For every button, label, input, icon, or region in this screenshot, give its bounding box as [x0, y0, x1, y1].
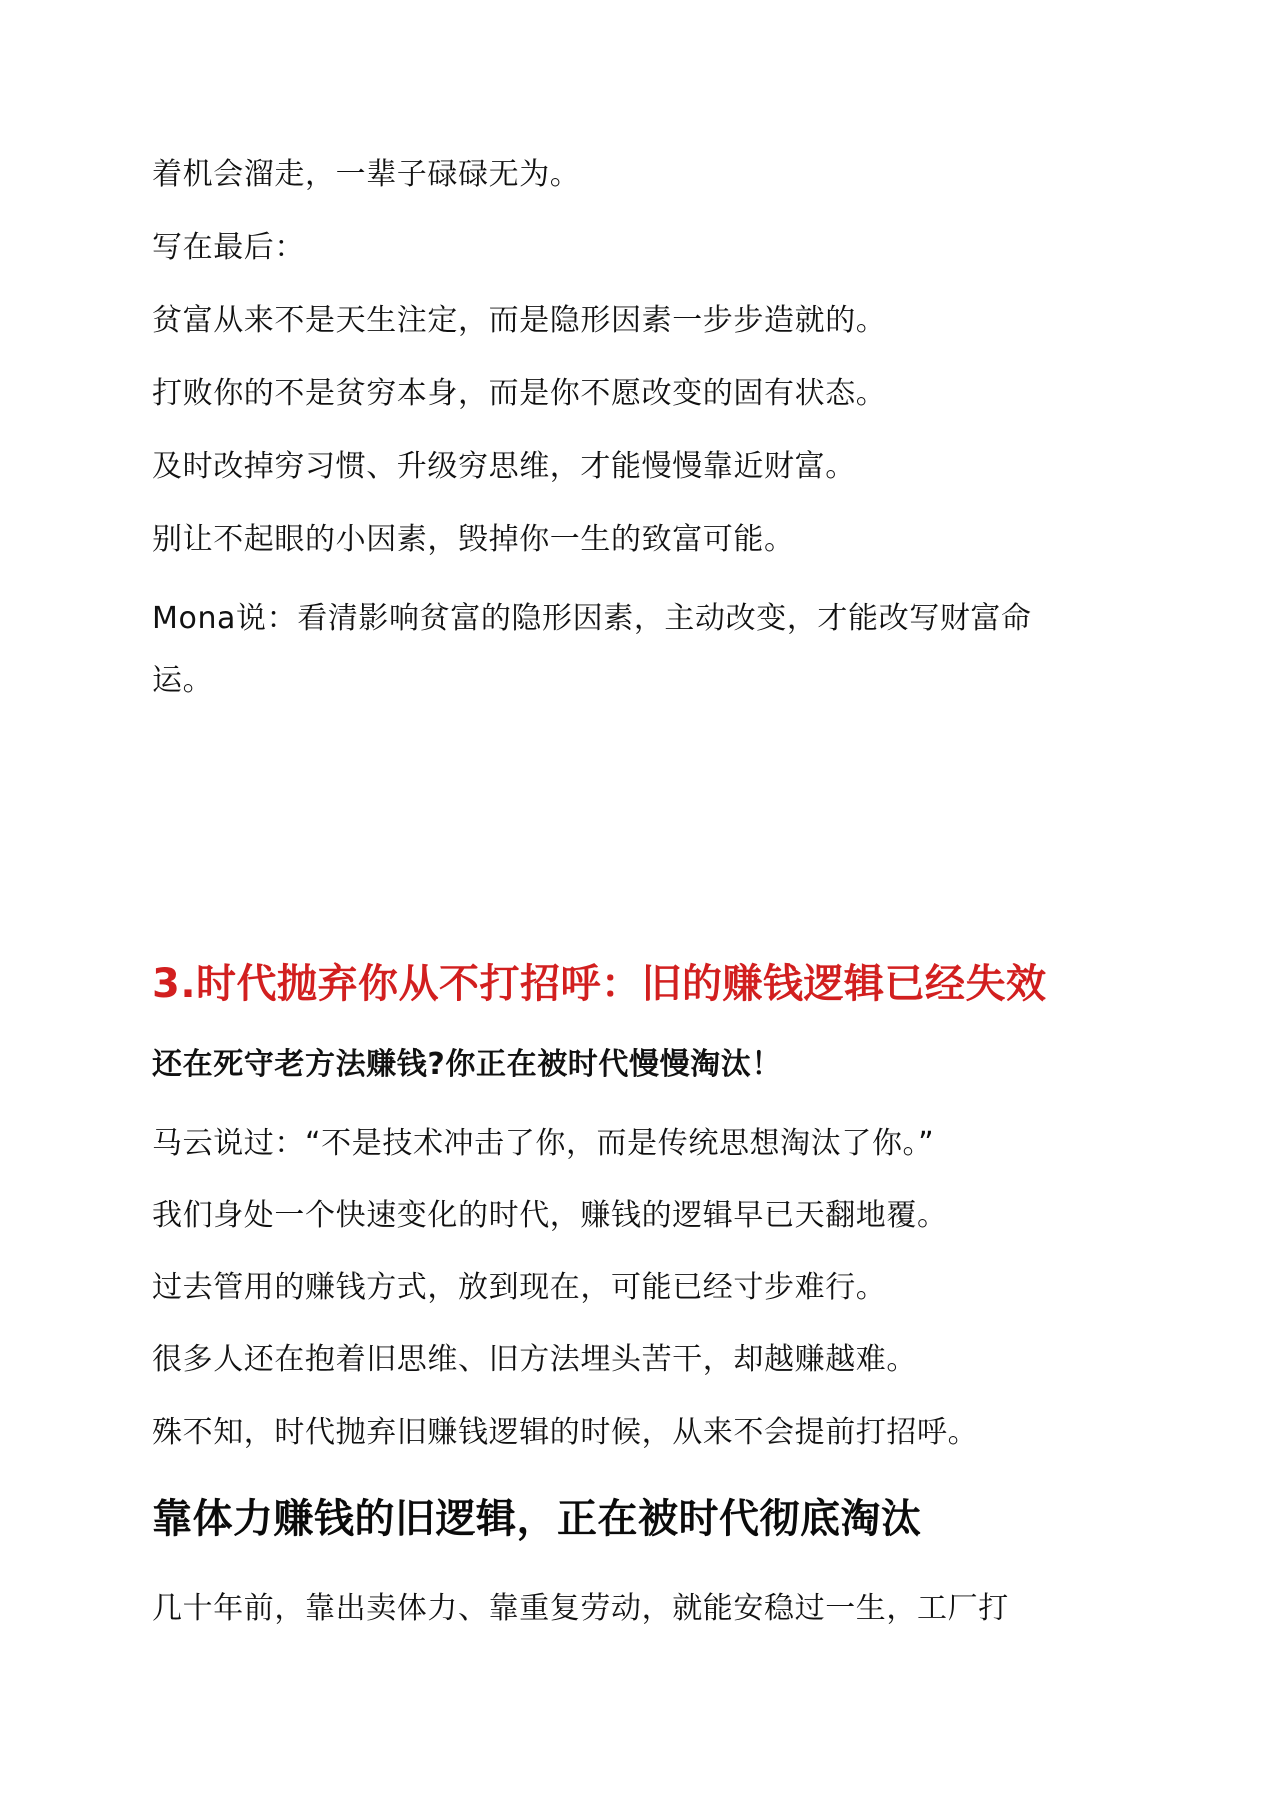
- section-subheading: 还在死守老方法赚钱?你正在被时代慢慢淘汰！: [152, 1047, 783, 1082]
- section-title: 3.时代抛弃你从不打招呼：旧的赚钱逻辑已经失效: [152, 961, 1047, 1007]
- paragraph-opening: 着机会溜走，一辈子碌碌无为。: [152, 157, 581, 192]
- subsection-heading: 靠体力赚钱的旧逻辑，正在被时代彻底淘汰: [152, 1496, 922, 1542]
- paragraph-fixed-state: 打败你的不是贫穷本身，而是你不愿改变的固有状态。: [152, 376, 887, 411]
- paragraph-closing-label: 写在最后：: [152, 230, 305, 265]
- paragraph-decades-ago: 几十年前，靠出卖体力、靠重复劳动，就能安稳过一生，工厂打: [152, 1591, 1009, 1626]
- paragraph-mona-line-1: Mona说：看清影响贫富的隐形因素，主动改变，才能改写财富命: [152, 601, 1032, 636]
- paragraph-wealth-origin: 贫富从来不是天生注定，而是隐形因素一步步造就的。: [152, 303, 887, 338]
- paragraph-old-methods: 过去管用的赚钱方式，放到现在，可能已经寸步难行。: [152, 1270, 887, 1305]
- paragraph-jack-ma-quote: 马云说过：“不是技术冲击了你，而是传统思想淘汰了你。”: [152, 1126, 935, 1161]
- paragraph-changing-era: 我们身处一个快速变化的时代，赚钱的逻辑早已天翻地覆。: [152, 1198, 948, 1233]
- paragraph-small-factors: 别让不起眼的小因素，毁掉你一生的致富可能。: [152, 522, 795, 557]
- paragraph-change-habits: 及时改掉穷习惯、升级穷思维，才能慢慢靠近财富。: [152, 449, 856, 484]
- paragraph-old-thinking: 很多人还在抱着旧思维、旧方法埋头苦干，却越赚越难。: [152, 1342, 917, 1377]
- paragraph-mona-line-2: 运。: [152, 663, 214, 698]
- paragraph-no-warning: 殊不知，时代抛弃旧赚钱逻辑的时候，从来不会提前打招呼。: [152, 1415, 979, 1450]
